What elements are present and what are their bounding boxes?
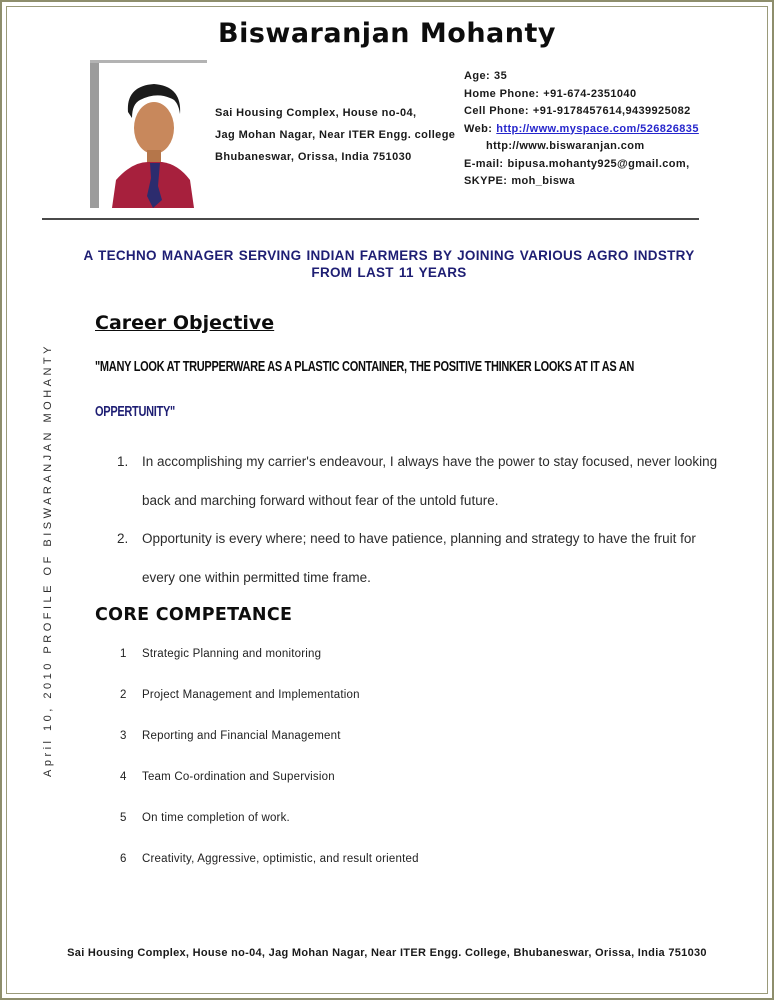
- web-label: Web:: [464, 122, 493, 135]
- competance-item-text: Strategic Planning and monitoring: [142, 648, 322, 660]
- core-competance-list: [120, 648, 680, 894]
- competance-item: [120, 771, 680, 812]
- objective-item-text: Opportunity is every where; need to have patience, planning and strategy to have the fruit for every one within permitted time frame.: [142, 531, 696, 585]
- competance-item-text: Creativity, Aggressive, optimistic, and result oriented: [142, 853, 419, 865]
- myspace-link[interactable]: http://www.myspace.com/526826835: [496, 122, 699, 135]
- contact-age: [464, 68, 754, 86]
- email-value: bipusa.mohanty925@gmail.com,: [507, 157, 690, 170]
- cell-phone-value: +91-9178457614,9439925082: [532, 105, 691, 117]
- competance-item: [120, 812, 680, 853]
- contact-block: [464, 68, 754, 191]
- competance-item-number: 6: [120, 853, 127, 865]
- competance-item: [120, 648, 680, 689]
- core-competance-heading: CORE COMPETANCE: [95, 605, 293, 625]
- competance-item-number: 4: [120, 771, 127, 783]
- address-line: Bhubaneswar, Orissa, India 751030: [215, 151, 412, 163]
- career-objective-heading: Career Objective: [95, 312, 275, 334]
- header-divider: [42, 218, 699, 220]
- objective-list: [117, 443, 722, 597]
- address-block: [215, 102, 460, 168]
- age-value: 35: [494, 70, 508, 82]
- objective-item-text: In accomplishing my carrier's endeavour, I always have the power to stay focused, never looking back and marching forward without fear of the untold future.: [142, 454, 718, 508]
- portrait-photo: [90, 60, 207, 208]
- competance-item-text: Reporting and Financial Management: [142, 730, 341, 742]
- contact-email: [464, 156, 754, 174]
- objective-item: [117, 443, 722, 520]
- address-line: Sai Housing Complex, House no-04,: [215, 107, 417, 119]
- objective-quote-line-1: "MANY LOOK AT TRUPPERWARE AS A PLASTIC CONTAINER, THE POSITIVE THINKER LOOKS AT IT AS AN: [95, 359, 635, 375]
- page-title: Biswaranjan Mohanty: [217, 18, 556, 49]
- competance-item-text: On time completion of work.: [142, 812, 290, 824]
- competance-item-number: 1: [120, 648, 127, 660]
- objective-item: [117, 520, 722, 597]
- contact-home-phone: [464, 86, 754, 104]
- skype-value: moh_biswa: [511, 175, 575, 187]
- objective-item-number: 1.: [117, 454, 129, 469]
- home-phone-value: +91-674-2351040: [543, 87, 637, 100]
- skype-label: SKYPE:: [464, 175, 508, 187]
- headline-banner: A TECHNO MANAGER SERVING INDIAN FARMERS BY JOINING VARIOUS AGRO INDSTRY FROM LAST 11 YEARS: [83, 248, 695, 280]
- web-secondary-value: http://www.biswaranjan.com: [486, 140, 645, 152]
- contact-cell-phone: [464, 103, 754, 121]
- contact-skype: [464, 173, 754, 191]
- objective-quote-line-2: OPPERTUNITY": [95, 404, 175, 420]
- contact-web: [464, 121, 754, 139]
- cell-phone-label: Cell Phone:: [464, 105, 529, 117]
- competance-item-text: Project Management and Implementation: [142, 689, 360, 701]
- sidebar-vertical-text: April 10, 2010 PROFILE OF BISWARANJAN MOHANTY: [42, 343, 54, 777]
- competance-item: [120, 689, 680, 730]
- email-label: E-mail:: [464, 157, 504, 170]
- address-line: Jag Mohan Nagar, Near ITER Engg. college: [215, 129, 456, 141]
- contact-web-secondary: [464, 138, 754, 156]
- portrait-photo-image: [90, 60, 207, 208]
- competance-item: [120, 730, 680, 771]
- competance-item-number: 5: [120, 812, 127, 824]
- home-phone-label: Home Phone:: [464, 87, 540, 100]
- competance-item-number: 2: [120, 689, 127, 701]
- competance-item-number: 3: [120, 730, 127, 742]
- objective-item-number: 2.: [117, 531, 129, 546]
- competance-item-text: Team Co-ordination and Supervision: [142, 771, 335, 783]
- age-label: Age:: [464, 70, 491, 82]
- footer-address: Sai Housing Complex, House no-04, Jag Mohan Nagar, Near ITER Engg. College, Bhubaneswar, Orissa, India 751030: [67, 947, 707, 959]
- competance-item: [120, 853, 680, 894]
